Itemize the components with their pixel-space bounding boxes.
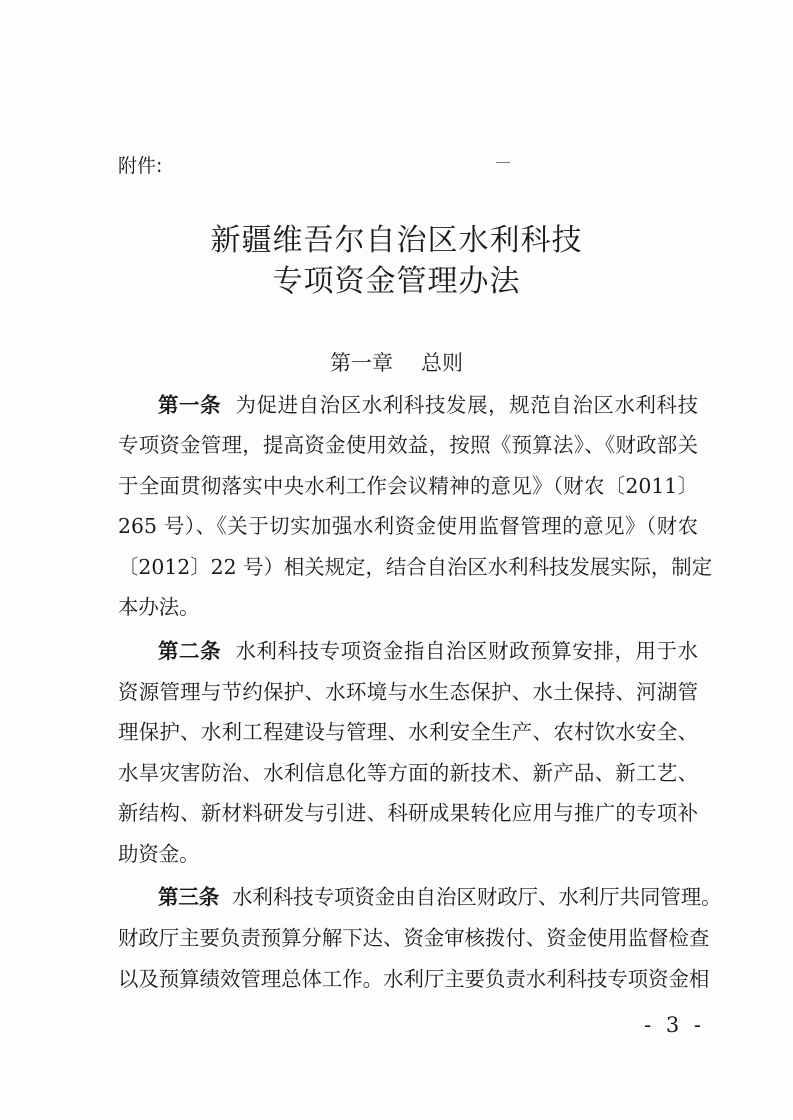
article-2-label: 第二条 <box>158 639 222 663</box>
article-3-label: 第三条 <box>158 885 220 909</box>
article-1-line-4: 265 号）、《关于切实加强水利资金使用监督管理的意见》（财农 <box>118 514 698 538</box>
article-1-label: 第一条 <box>158 393 222 417</box>
document-title-line-2: 专项资金管理办法 <box>272 264 521 299</box>
article-2-line-5: 新结构、新材料研发与引进、科研成果转化应用与推广的专项补 <box>118 801 698 825</box>
article-1-line-2: 专项资金管理，提高资金使用效益，按照《预算法》、《财政部关 <box>118 433 698 457</box>
article-3-line-1 <box>158 884 722 910</box>
article-1-line-6: 本办法。 <box>118 595 200 619</box>
article-3-line-2: 财政厅主要负责预算分解下达、资金审核拨付、资金使用监督检查 <box>118 926 710 950</box>
article-2-line-3: 理保护、水利工程建设与管理、水利安全生产、农村饮水安全、 <box>118 720 698 744</box>
chapter-name: 总则 <box>421 351 463 375</box>
article-1-text: 为促进自治区水利科技发展，规范自治区水利科技 <box>235 393 699 417</box>
article-1-line-5: 〔2012〕22 号）相关规定，结合自治区水利科技发展实际，制定 <box>118 555 713 579</box>
article-1-line-1 <box>158 392 698 418</box>
article-2-text: 水利科技专项资金指自治区财政预算安排，用于水 <box>235 639 699 663</box>
document-title-line-1: 新疆维吾尔自治区水利科技 <box>210 223 583 258</box>
chapter-number: 第一章 <box>330 351 393 375</box>
article-2-line-1 <box>158 638 698 664</box>
chapter-heading <box>0 350 793 376</box>
page-number: - 3 - <box>644 1013 705 1037</box>
article-2-line-4: 水旱灾害防治、水利信息化等方面的新技术、新产品、新工艺、 <box>118 761 698 785</box>
article-2-line-6: 助资金。 <box>118 842 200 866</box>
article-3-text: 水利科技专项资金由自治区财政厅、水利厅共同管理。 <box>232 885 722 909</box>
attachment-label: 附件: <box>118 155 163 177</box>
scan-mark <box>496 162 510 167</box>
article-1-line-3: 于全面贯彻落实中央水利工作会议精神的意见》（财农〔2011〕 <box>118 474 698 498</box>
article-2-line-2: 资源管理与节约保护、水环境与水生态保护、水土保持、河湖管 <box>118 680 698 704</box>
article-3-line-3: 以及预算绩效管理总体工作。水利厅主要负责水利科技专项资金相 <box>118 967 710 991</box>
